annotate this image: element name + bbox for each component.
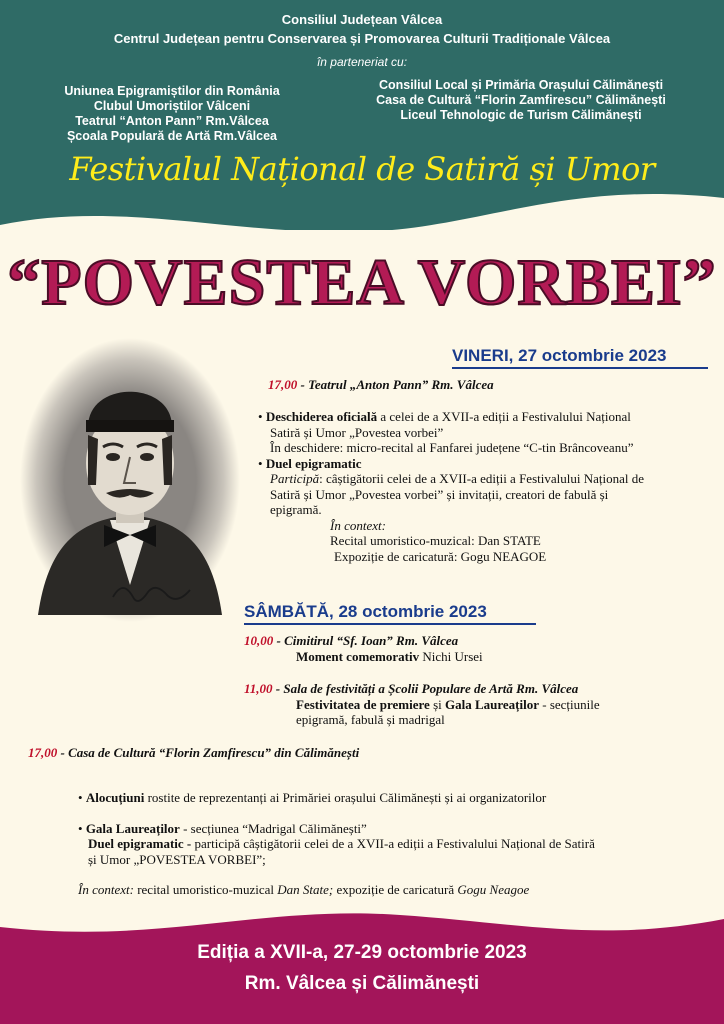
b1-bold: Alocuțiuni <box>85 790 145 805</box>
bullet-icon: • <box>258 455 263 471</box>
ev2-detail <box>244 697 714 713</box>
ev2-rest: - secțiunile <box>539 696 600 712</box>
edition-locations: Rm. Vâlcea și Călimănești <box>244 973 480 994</box>
partner-item: Teatrul “Anton Pann” Rm.Vâlcea <box>75 114 269 128</box>
opening-line3: În deschidere: micro-recital al Fanfarei județene “C-tin Brâncoveanu” <box>270 440 634 455</box>
event-title: “POVESTEA VORBEI” <box>7 246 717 319</box>
day2-underline <box>244 623 536 625</box>
ctx-b: expoziție de caricatură <box>333 882 458 897</box>
day1-venue: - Teatrul „Anton Pann” Rm. Vâlcea <box>297 377 494 392</box>
day1-time: 17,00 <box>268 377 298 392</box>
duel-part-label: Participă <box>270 471 320 486</box>
ev3-header <box>28 745 359 761</box>
day2-morning <box>244 633 714 728</box>
partner-item: Școala Populară de Artă Rm.Vâlcea <box>66 129 278 143</box>
ev2-header <box>244 681 714 697</box>
ev2-venue: - Sala de festivități a Școlii Populare de Artă Rm. Vâlcea <box>272 681 579 696</box>
ev3-venue: - Casa de Cultură “Florin Zamfirescu” din Călimănești <box>57 745 360 760</box>
header-wave-divider <box>0 0 724 260</box>
day1-heading: VINERI, 27 octombrie 2023 <box>452 346 667 365</box>
ev2-line2: epigramă, fabulă și madrigal <box>296 712 445 727</box>
gala-item <box>78 821 718 837</box>
bullet-icon: • <box>78 820 83 836</box>
ev1-bold: Moment comemorativ <box>296 648 420 664</box>
partner-item: Uniunea Epigramiștilor din România <box>64 84 280 98</box>
context-label: În context: <box>330 517 386 533</box>
ctx-name1: Dan State; <box>277 882 334 897</box>
opening-item <box>258 409 718 425</box>
opening-line2: Satiră și Umor „Povestea vorbei” <box>270 424 444 440</box>
day2-heading: SÂMBĂTĂ, 28 octombrie 2023 <box>244 602 487 621</box>
b2-rest: - secțiunea “Madrigal Călimănești” <box>179 820 367 836</box>
b1-rest: rostite de reprezentanți ai Primăriei orașului Călimănești și ai organizatorilor <box>144 790 547 805</box>
speeches-item <box>78 790 718 806</box>
day1-program <box>258 409 718 564</box>
duel-item <box>258 456 718 472</box>
duel-line3: epigramă. <box>270 502 322 517</box>
partner-item: Casa de Cultură “Florin Zamfirescu” Călimănești <box>376 93 666 107</box>
context-line2: Expoziție de caricatură: Gogu NEAGOE <box>334 548 547 564</box>
ctx-name2: Gogu Neagoe <box>457 882 530 897</box>
ev3-program <box>78 790 718 898</box>
ctx-a: recital umoristico-muzical <box>133 882 278 897</box>
day1-underline <box>452 367 708 369</box>
duel2-item <box>78 836 718 852</box>
day1-event <box>268 377 494 393</box>
b3-line2: și Umor „POVESTEA VORBEI”; <box>88 851 266 867</box>
duel-part-rest: : câștigătorii celei de a XVII-a ediții a Festivalului Național de <box>319 471 644 486</box>
festival-name: Festivalul Național de Satiră și Umor <box>69 150 655 188</box>
partner-item: Liceul Tehnologic de Turism Călimănești <box>400 108 642 122</box>
ev3-time: 17,00 <box>28 745 58 760</box>
context-line1: Recital umoristico-muzical: Dan STATE <box>330 533 541 548</box>
opening-bold: Deschiderea oficială <box>265 409 378 424</box>
b3-rest: participă câștigătorii celei de a XVII-a ediții a Festivalului Național de Satiră <box>191 836 595 851</box>
b2-bold: Gala Laureaților <box>85 820 180 836</box>
partnership-label: în parteneriat cu: <box>316 55 408 69</box>
partner-item: Consiliul Local și Primăria Orașului Călimănești <box>378 78 664 92</box>
partner-item: Clubul Umoriștilor Vâlceni <box>93 99 251 113</box>
bullet-icon: • <box>78 790 83 805</box>
day2-context <box>78 882 718 898</box>
opening-rest: a celei de a XVII-a ediții a Festivalului Național <box>377 409 631 424</box>
ev1-venue: - Cimitirul “Sf. Ioan” Rm. Vâlcea <box>273 633 459 648</box>
ev2-time: 11,00 <box>244 681 273 696</box>
ev1-rest: Nichi Ursei <box>419 648 483 664</box>
footer-band <box>0 905 724 1024</box>
bullet-icon: • <box>258 409 263 424</box>
organizer-culture-center: Centrul Județean pentru Conservarea și Promovarea Culturii Tradiționale Vâlcea <box>113 31 611 46</box>
anton-pann-portrait-icon <box>18 335 242 625</box>
ev2-bold2: Gala Laureaților <box>444 696 539 712</box>
duel-bold: Duel epigramatic <box>265 455 362 471</box>
ev1-time: 10,00 <box>244 633 274 648</box>
duel-line2: Satiră și Umor „Povestea vorbei” și invitații, creatori de fabulă și <box>270 486 609 502</box>
ctx-label: În context: <box>78 882 134 897</box>
edition-dates: Ediția a XVII-a, 27-29 octombrie 2023 <box>197 942 527 963</box>
ev1-detail <box>244 649 714 665</box>
ev1-header <box>244 633 714 649</box>
ev2-mid: și <box>429 696 445 712</box>
organizer-county-council: Consiliul Județean Vâlcea <box>281 12 443 27</box>
duel-participants <box>258 471 718 487</box>
b3-bold: Duel epigramatic - <box>88 836 192 851</box>
ev2-bold1: Festivitatea de premiere <box>296 696 430 712</box>
